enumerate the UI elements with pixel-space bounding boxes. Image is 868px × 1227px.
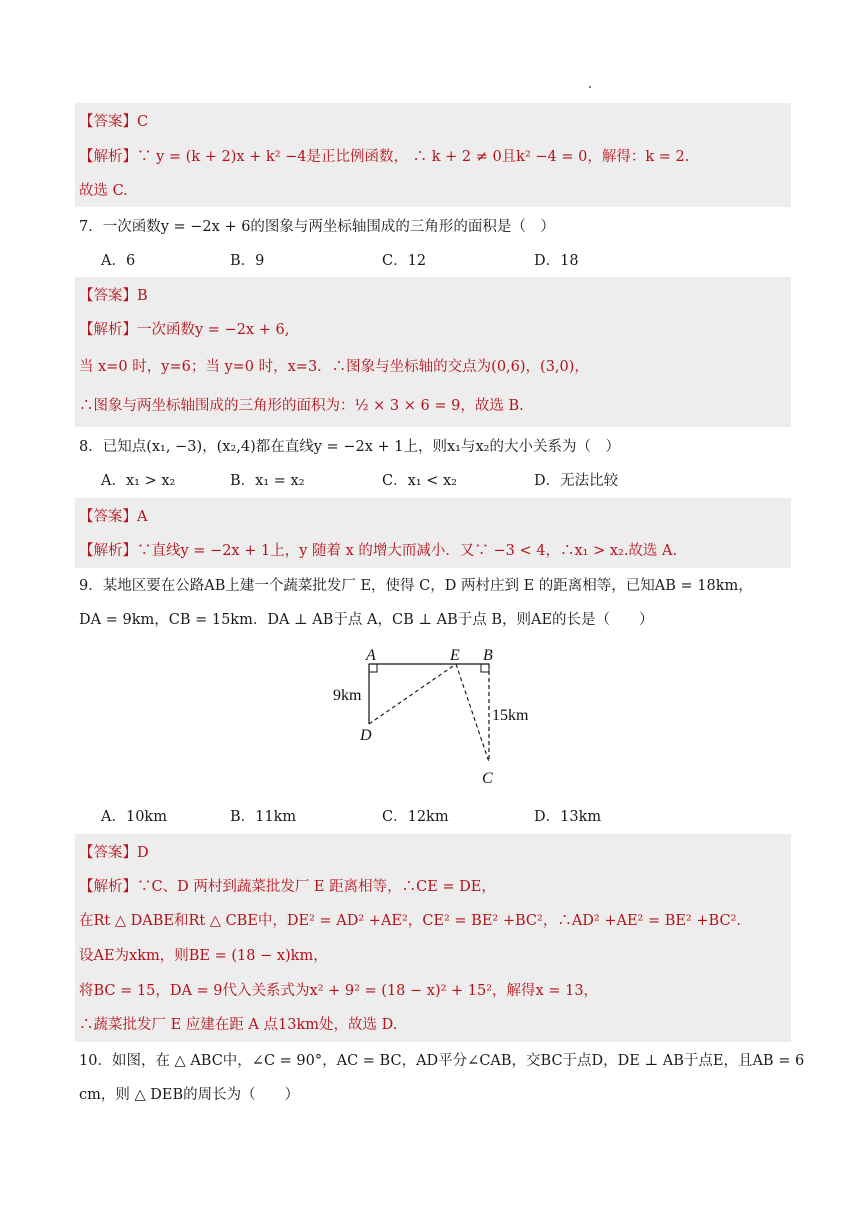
q6-answer: 【答案】C xyxy=(79,114,149,130)
label-c: C xyxy=(482,770,493,787)
q9-option-a: A．10km xyxy=(101,809,167,825)
q8-answer: 【答案】A xyxy=(79,509,148,525)
q9-option-b: B．11km xyxy=(230,809,297,825)
label-d: D xyxy=(360,727,372,744)
q8-option-c: C．x₁ < x₂ xyxy=(382,473,457,489)
q8-option-d: D．无法比较 xyxy=(534,473,619,489)
q7-option-c: C．12 xyxy=(382,253,427,269)
q9-option-d: D．13km xyxy=(534,809,602,825)
q10-stem-1: 10．如图，在 △ ABC中，∠C = 90°，AC = BC，AD平分∠CAB，交BC于点D，DE ⊥ AB于点E，且AB = 6 xyxy=(79,1053,805,1069)
q8-option-a: A．x₁ > x₂ xyxy=(101,473,176,489)
label-da-length: 9km xyxy=(333,687,362,704)
q7-stem: 7．一次函数y = −2x + 6的图象与两坐标轴围成的三角形的面积是（ ） xyxy=(79,219,555,235)
q9-stem-1: 9．某地区要在公路AB上建一个蔬菜批发厂 E，使得 C，D 两村庄到 E 的距离相等，已知AB = 18km， xyxy=(79,578,753,594)
q9-analysis-3: 设AE为xkm，则BE = (18 − x)km， xyxy=(79,948,328,964)
page-dot xyxy=(589,86,591,88)
label-b: B xyxy=(483,647,493,664)
q6-analysis: 【解析】∵ y = (k + 2)x + k² −4是正比例函数， ∴ k + 2 ≠ 0且k² −4 = 0，解得：k = 2. xyxy=(79,149,690,165)
q9-analysis-4: 将BC = 15，DA = 9代入关系式为x² + 9² = (18 − x)² + 15²，解得x = 13， xyxy=(79,983,599,999)
q9-option-c: C．12km xyxy=(382,809,449,825)
q10-stem-2: cm，则 △ DEB的周长为（ ） xyxy=(79,1087,300,1103)
q7-option-b: B．9 xyxy=(230,253,265,269)
segment-ec xyxy=(456,664,489,762)
label-e: E xyxy=(450,647,460,664)
q7-analysis-1: 【解析】一次函数y = −2x + 6, xyxy=(79,322,290,338)
q9-figure xyxy=(328,642,548,792)
segment-de xyxy=(369,664,456,724)
label-cb-length: 15km xyxy=(492,707,529,724)
q8-stem: 8．已知点(x₁, −3)，(x₂,4)都在直线y = −2x + 1上，则x₁与x₂的大小关系为（ ） xyxy=(79,439,620,455)
q7-analysis-2: 当 x=0 时，y=6；当 y=0 时，x=3．∴图象与坐标轴的交点为(0,6)，(3,0)， xyxy=(79,359,589,375)
right-angle-a xyxy=(369,664,377,672)
q7-option-a: A．6 xyxy=(101,253,136,269)
q8-analysis: 【解析】∵直线y = −2x + 1上，y 随着 x 的增大而减小．又∵ −3 < 4，∴x₁ > x₂.故选 A. xyxy=(79,543,678,559)
q6-conclusion: 故选 C. xyxy=(79,183,128,199)
q9-analysis-5: ∴蔬菜批发厂 E 应建在距 A 点13km处，故选 D. xyxy=(79,1017,398,1033)
q9-analysis-2: 在Rt △ DABE和Rt △ CBE中，DE² = AD² +AE²，CE² = BE² +BC²，∴AD² +AE² = BE² +BC². xyxy=(79,913,741,929)
q7-analysis-3: ∴图象与两坐标轴围成的三角形的面积为：½ × 3 × 6 = 9，故选 B. xyxy=(79,398,524,414)
q7-option-d: D．18 xyxy=(534,253,579,269)
q8-option-b: B．x₁ = x₂ xyxy=(230,473,305,489)
q7-answer: 【答案】B xyxy=(79,288,148,304)
q9-stem-2: DA = 9km，CB = 15km．DA ⊥ AB于点 A，CB ⊥ AB于点 B，则AE的长是（ ） xyxy=(79,612,654,628)
right-angle-b xyxy=(481,664,489,672)
q9-answer: 【答案】D xyxy=(79,845,149,861)
q9-analysis-1: 【解析】∵C、D 两村到蔬菜批发厂 E 距离相等，∴CE = DE， xyxy=(79,879,496,895)
label-a: A xyxy=(366,647,376,664)
answer-box-q9 xyxy=(75,834,791,1042)
